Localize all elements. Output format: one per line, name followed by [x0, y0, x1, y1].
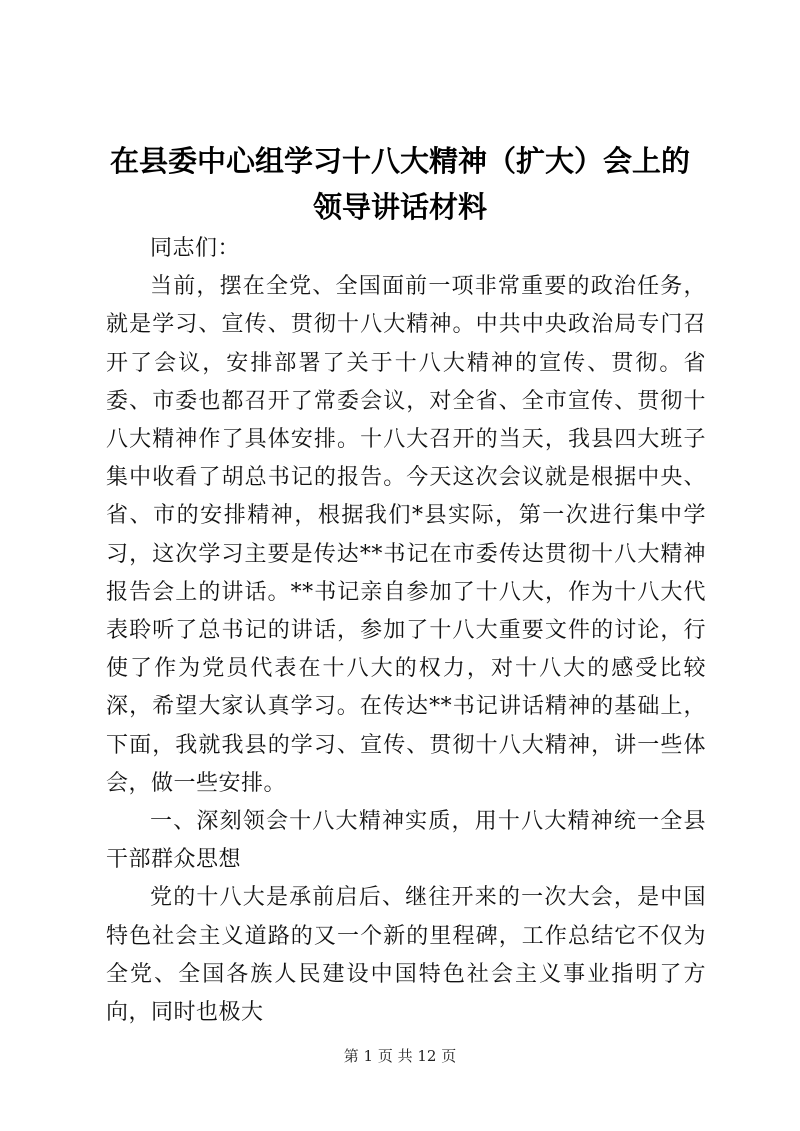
salutation: 同志们：	[150, 236, 241, 261]
paragraph: 当前，摆在全党、全国面前一项非常重要的政治任务，就是学习、宣传、贯彻十八大精神。中共中央政治局专门召开了会议，安排部署了关于十八大精神的宣传、贯彻。省委、市委也都召开了常委会议，对全省、全市宣传、贯彻十八大精神作了具体安排。十八大召开的当天，我县四大班子集中收看了胡总书记的报告。今天这次会议就是根据中央、省、市的安排精神，根据我们*县实际，第一次进行集中学习，这次学习主要是传达**书记在市委传达贯彻十八大精神报告会上的讲话。**书记亲自参加了十八大，作为十八大代表聆听了总书记的讲话，参加了十八大重要文件的讨论，行使了作为党员代表在十八大的权力，对十八大的感受比较深，希望大家认真学习。在传达**书记讲话精神的基础上，下面，我就我县的学习、宣传、贯彻十八大精神，讲一些体会，做一些安排。	[106, 274, 706, 796]
section-heading: 一、深刻领会十八大精神实质，用十八大精神统一全县干部群众思想	[106, 809, 706, 873]
document-body	[106, 230, 706, 1032]
paragraph: 党的十八大是承前启后、继往开来的一次大会，是中国特色社会主义道路的又一个新的里程碑，工作总结它不仅为全党、全国各族人民建设中国特色社会主义事业指明了方向，同时也极大	[106, 885, 706, 1026]
page-footer: 第 1 页 共 12 页	[343, 1047, 457, 1065]
document-title	[80, 138, 720, 230]
title-line-1: 在县委中心组学习十八大精神（扩大）会上的	[109, 144, 690, 178]
title-line-2: 领导讲话材料	[312, 190, 487, 224]
